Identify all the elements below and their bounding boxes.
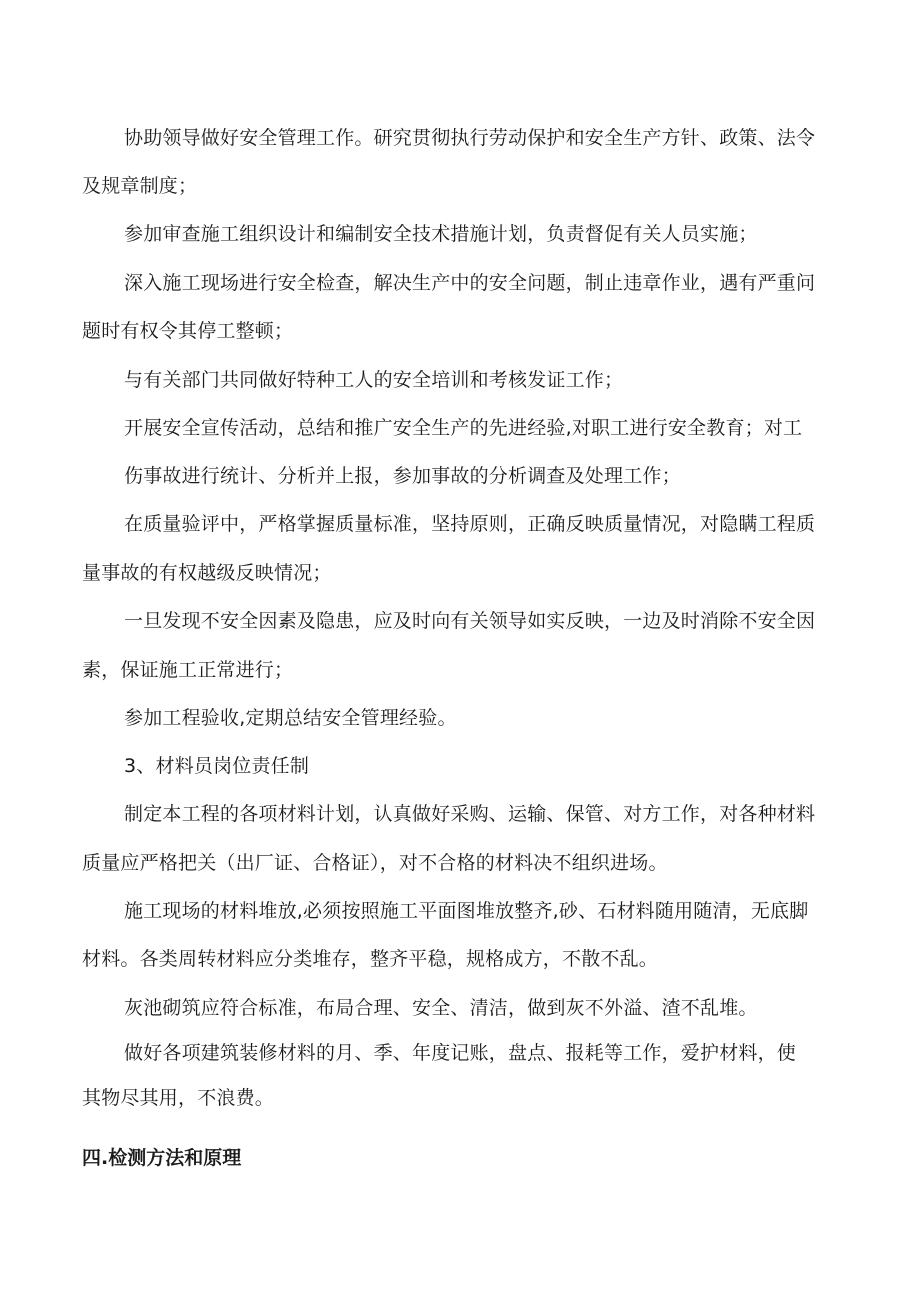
paragraph-line: 与有关部门共同做好特种工人的安全培训和考核发证工作； xyxy=(124,369,624,391)
paragraph-line: 开展安全宣传活动，总结和推广安全生产的先进经验,对职工进行安全教育；对工 xyxy=(124,417,803,439)
paragraph-line: 深入施工现场进行安全检查，解决生产中的安全问题，制止违章作业，遇有严重问 xyxy=(124,272,816,294)
paragraph-line: 量事故的有权越级反映情况； xyxy=(82,562,332,584)
paragraph-line: 题时有权令其停工整顿； xyxy=(82,320,294,342)
subsection-title: 3、材料员岗位责任制 xyxy=(124,755,310,777)
paragraph-line: 伤事故进行统计、分析并上报，参加事故的分析调查及处理工作； xyxy=(124,465,681,487)
paragraph-line: 及规章制度； xyxy=(82,175,198,197)
paragraph-line: 一旦发现不安全因素及隐患，应及时向有关领导如实反映，一边及时消除不安全因 xyxy=(124,610,816,632)
section-heading: 四.检测方法和原理 xyxy=(82,1147,242,1169)
paragraph-line: 材料。各类周转材料应分类堆存，整齐平稳，规格成方，不散不乱。 xyxy=(82,948,659,970)
paragraph-line: 在质量验评中，严格掌握质量标准，坚持原则，正确反映质量情况，对隐瞒工程质 xyxy=(124,513,816,535)
paragraph-line: 参加审查施工组织设计和编制安全技术措施计划，负责督促有关人员实施； xyxy=(124,223,758,245)
paragraph-line: 灰池砌筑应符合标准，布局合理、安全、清洁，做到灰不外溢、渣不乱堆。 xyxy=(124,997,758,1019)
paragraph-line: 施工现场的材料堆放,必须按照施工平面图堆放整齐,砂、石材料随用随清，无底脚 xyxy=(124,900,809,922)
paragraph-line: 质量应严格把关（出厂证、合格证），对不合格的材料决不组织进场。 xyxy=(82,852,668,874)
paragraph-line: 素，保证施工正常进行； xyxy=(82,659,294,681)
paragraph-line: 做好各项建筑装修材料的月、季、年度记账，盘点、报耗等工作，爱护材料，使 xyxy=(124,1042,797,1064)
paragraph-line: 制定本工程的各项材料计划，认真做好采购、运输、保管、对方工作，对各种材料 xyxy=(124,803,816,825)
paragraph-line: 协助领导做好安全管理工作。研究贯彻执行劳动保护和安全生产方针、政策、法令 xyxy=(124,127,816,149)
paragraph-line: 其物尽其用，不浪费。 xyxy=(82,1087,275,1109)
paragraph-line: 参加工程验收,定期总结安全管理经验。 xyxy=(124,707,457,729)
